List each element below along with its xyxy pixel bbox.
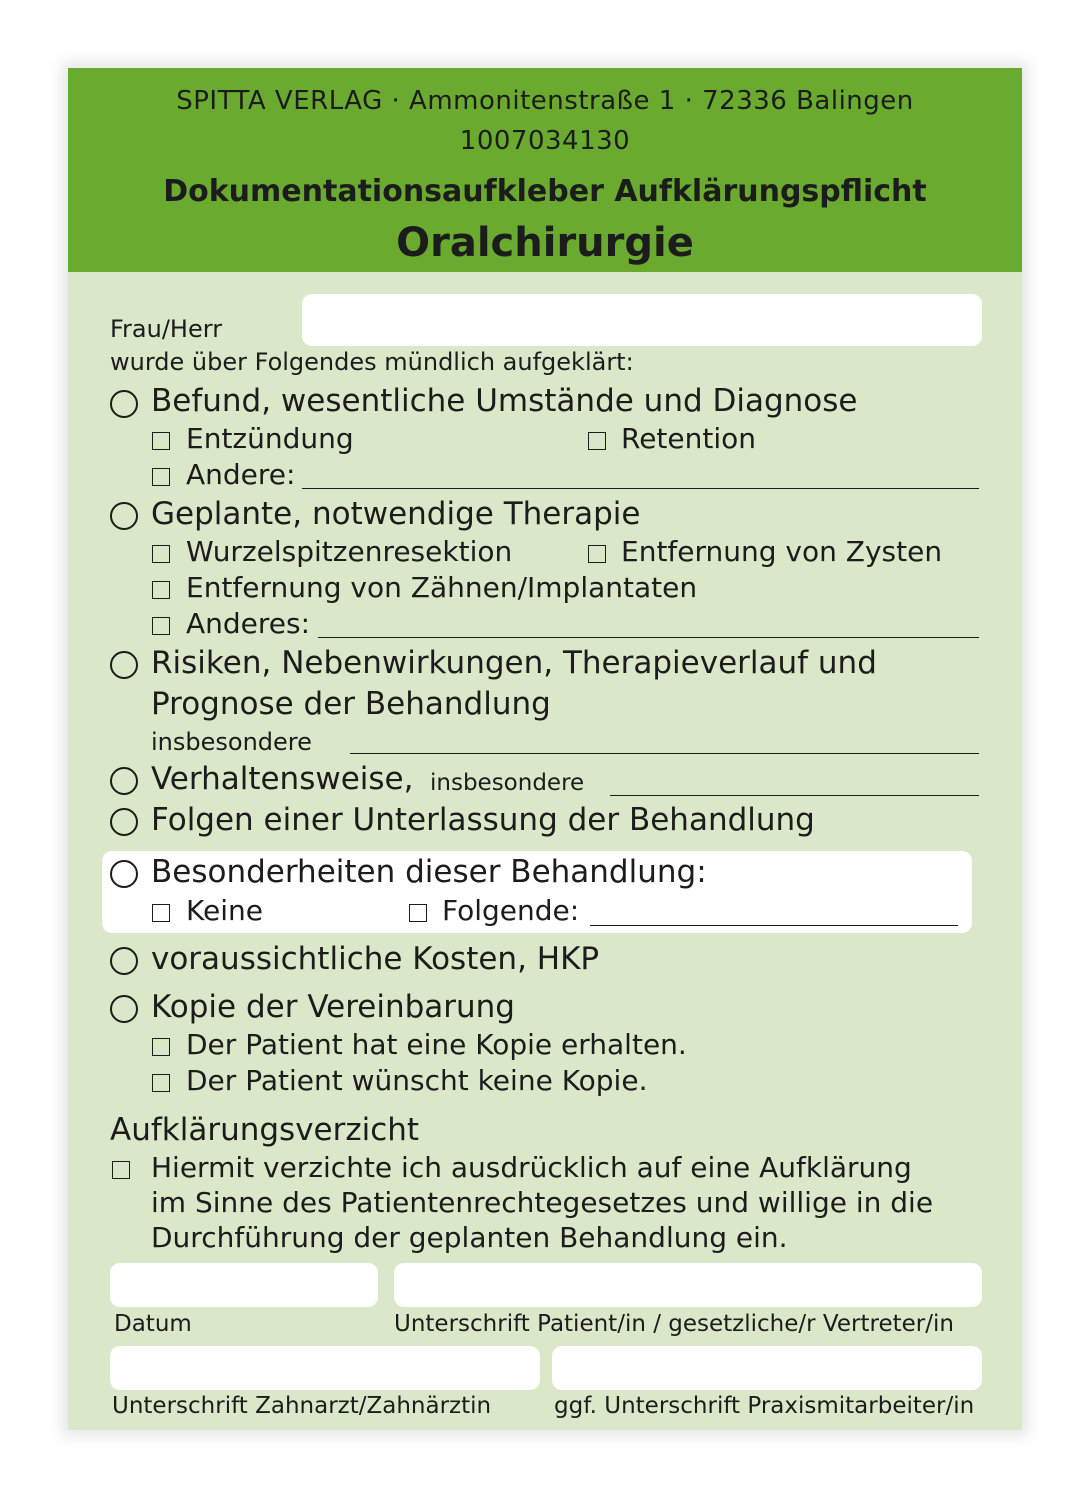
verhalten-detail-label: insbesondere (430, 770, 585, 796)
publisher-address: SPITTA VERLAG · Ammonitenstraße 1 · 72336 Balingen (176, 86, 914, 116)
keine-checkbox[interactable] (152, 904, 170, 922)
kopie-erhalten-checkbox[interactable] (152, 1038, 170, 1056)
wurzelspitzenresektion-label: Wurzelspitzenresektion (186, 535, 513, 568)
patient-signature-field[interactable] (394, 1263, 982, 1307)
folgende-fill-line[interactable] (590, 925, 958, 926)
risiken-detail-label: insbesondere (151, 728, 312, 756)
waiver-text-line2: im Sinne des Patientenrechtegesetzes und willige in die (151, 1186, 934, 1219)
staff-signature-label: ggf. Unterschrift Praxismitarbeiter/in (554, 1393, 975, 1419)
besonderheiten-label: Besonderheiten dieser Behandlung: (151, 854, 707, 890)
befund-radio[interactable] (110, 390, 138, 418)
patient-signature-label: Unterschrift Patient/in / gesetzliche/r Vertreter/in (394, 1311, 954, 1337)
kopie-radio[interactable] (110, 995, 138, 1023)
entzuendung-checkbox[interactable] (152, 432, 170, 450)
article-number: 1007034130 (459, 126, 631, 156)
anderes-fill-line[interactable] (318, 637, 979, 638)
risiken-label-line1: Risiken, Nebenwirkungen, Therapieverlauf und (151, 645, 877, 681)
folgende-checkbox[interactable] (409, 904, 427, 922)
besonderheiten-radio[interactable] (110, 860, 138, 888)
befund-label: Befund, wesentliche Umstände und Diagnose (151, 383, 858, 419)
waiver-checkbox[interactable] (112, 1161, 130, 1179)
andere-checkbox[interactable] (152, 468, 170, 486)
keine-kopie-checkbox[interactable] (152, 1074, 170, 1092)
kosten-radio[interactable] (110, 947, 138, 975)
folgen-label: Folgen einer Unterlassung der Behandlung (151, 802, 815, 838)
folgende-label: Folgende: (442, 894, 580, 927)
intro-text: wurde über Folgendes mündlich aufgeklärt: (110, 348, 634, 376)
verhalten-radio[interactable] (110, 767, 138, 795)
date-label: Datum (114, 1311, 192, 1337)
therapie-radio[interactable] (110, 502, 138, 530)
sticker-subtitle: Dokumentationsaufkleber Aufklärungspflicht (163, 174, 927, 209)
keine-label: Keine (186, 894, 263, 927)
documentation-sticker (68, 68, 1022, 1430)
keine-kopie-label: Der Patient wünscht keine Kopie. (186, 1064, 648, 1097)
sticker-title: Oralchirurgie (396, 220, 694, 266)
patient-name-label: Frau/Herr (110, 315, 223, 343)
date-field[interactable] (110, 1263, 378, 1307)
waiver-text-line1: Hiermit verzichte ich ausdrücklich auf eine Aufklärung (151, 1151, 912, 1184)
andere-label: Andere: (186, 458, 296, 491)
wurzelspitzenresektion-checkbox[interactable] (152, 545, 170, 563)
kosten-label: voraussichtliche Kosten, HKP (151, 941, 600, 977)
waiver-text-line3: Durchführung der geplanten Behandlung ein. (151, 1221, 788, 1254)
retention-checkbox[interactable] (588, 432, 606, 450)
verhalten-label: Verhaltensweise, (151, 761, 414, 797)
zysten-label: Entfernung von Zysten (621, 535, 943, 568)
andere-fill-line[interactable] (302, 488, 979, 489)
therapie-label: Geplante, notwendige Therapie (151, 496, 641, 532)
sticker-header (68, 68, 1022, 272)
risiken-fill-line[interactable] (350, 753, 979, 754)
dentist-signature-label: Unterschrift Zahnarzt/Zahnärztin (112, 1393, 492, 1419)
risiken-label-line2: Prognose der Behandlung (151, 686, 551, 722)
kopie-erhalten-label: Der Patient hat eine Kopie erhalten. (186, 1028, 687, 1061)
kopie-label: Kopie der Vereinbarung (151, 989, 515, 1025)
anderes-checkbox[interactable] (152, 617, 170, 635)
verhalten-fill-line[interactable] (610, 795, 979, 796)
dentist-signature-field[interactable] (110, 1346, 540, 1390)
zaehne-implantate-label: Entfernung von Zähnen/Implantaten (186, 571, 698, 604)
entzuendung-label: Entzündung (186, 422, 354, 455)
staff-signature-field[interactable] (552, 1346, 982, 1390)
anderes-label: Anderes: (186, 607, 311, 640)
zaehne-implantate-checkbox[interactable] (152, 581, 170, 599)
retention-label: Retention (621, 422, 757, 455)
zysten-checkbox[interactable] (588, 545, 606, 563)
waiver-heading: Aufklärungsverzicht (110, 1112, 420, 1148)
folgen-radio[interactable] (110, 808, 138, 836)
risiken-radio[interactable] (110, 651, 138, 679)
patient-name-field[interactable] (302, 294, 982, 346)
